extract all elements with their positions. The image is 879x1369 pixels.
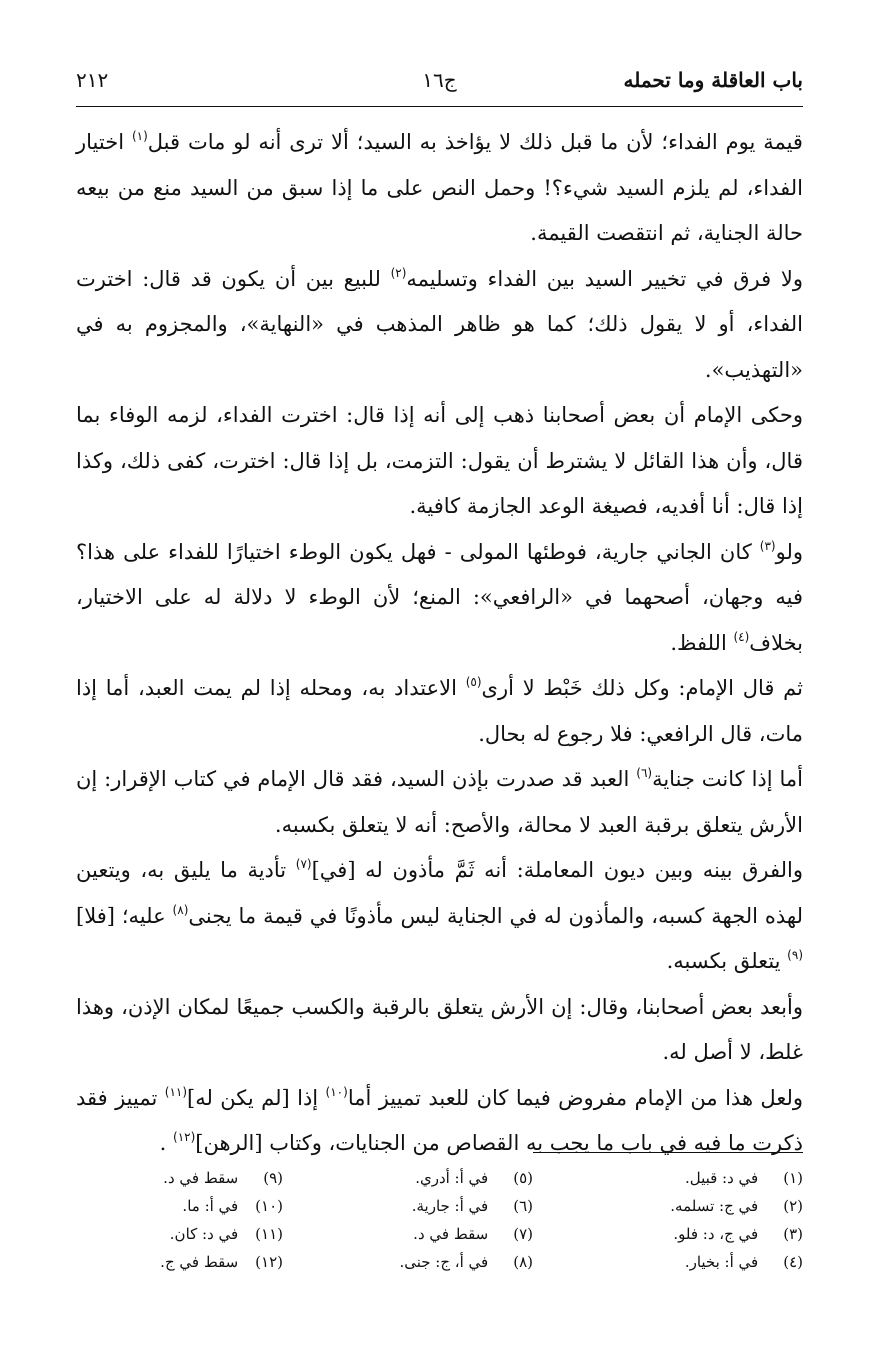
footnote-number: (٢)	[783, 1197, 803, 1215]
text-run: العبد قد صدرت بإذن السيد، فقد قال الإمام في كتاب الإقرار: إن الأرش يتعلق برقبة العبد لا محالة، والأصح: أنه لا يتعلق بكسبه.	[76, 767, 803, 837]
text-run: ثم قال الإمام: وكل ذلك خَبْط لا أرى	[481, 676, 803, 700]
footnote-number: (٤)	[783, 1253, 803, 1271]
page-number: ٢١٢	[76, 68, 109, 92]
text-run: اختيار الفداء، لم يلزم السيد شيء؟! وحمل النص على ما إذا سبق من السيد منع من بيعه حالة الجناية، ثم انتقصت القيمة.	[76, 130, 803, 245]
text-run: تأدية ما يليق به، ويتعين لهذه الجهة كسبه، والمأذون له في الجناية ليس مأذونًا في قيمة ما يجنى	[76, 858, 804, 928]
footnote-ref: (٥)	[465, 675, 482, 689]
chapter-title: باب العاقلة وما تحمله	[623, 68, 803, 92]
footnote-text: في أ: جارية.	[411, 1197, 493, 1215]
footnote-number: (٨)	[513, 1253, 533, 1271]
footnote-text: في أ: أدري.	[415, 1169, 493, 1187]
footnote-column-2	[293, 1164, 533, 1276]
paragraph	[76, 985, 803, 1076]
paragraph	[76, 393, 803, 530]
footnote-ref: (٤)	[733, 629, 750, 644]
footnote-column-3	[43, 1164, 283, 1276]
text-run: وحكى الإمام أن بعض أصحابنا ذهب إلى أنه إذا قال: اخترت الفداء، لزمه الوفاء بما قال، وأن هذا القائل لا يشترط أن يقول: التزمت، بل إذا قال: اخترت، كفى ذلك، وكذا إذا قال: أنا أفديه، فصيغة الوعد الجازمة كافية.	[76, 403, 803, 518]
footnote	[43, 1220, 283, 1248]
footnote-number: (١٠)	[255, 1197, 283, 1215]
text-run: تمييز فقد ذكرت ما فيه في باب ما يجب به القصاص من الجنايات، وكتاب [الرهن]	[76, 1085, 803, 1155]
footnote-text: سقط في د.	[163, 1169, 243, 1187]
text-run: ولو	[775, 539, 803, 564]
text-run: الاعتداد به، ومحله إذا لم يمت العبد، أما إذا مات، قال الرافعي: فلا رجوع له بحال.	[76, 676, 803, 746]
footnote	[563, 1220, 803, 1248]
footnote	[293, 1164, 533, 1192]
text-run: للبيع بين أن يكون قد قال: اخترت الفداء، أو لا يقول ذلك؛ كما هو ظاهر المذهب في «النهاية»، والمجزوم به في «التهذيب».	[76, 266, 803, 382]
footnote-text: في د: قبيل.	[684, 1169, 763, 1187]
footnote	[563, 1164, 803, 1192]
volume-label: ج١٦	[422, 68, 457, 92]
footnote-ref: (١)	[131, 129, 148, 143]
footnote	[293, 1220, 533, 1248]
footnote-column-1	[563, 1164, 803, 1276]
footnote-text: في ج، د: فلو.	[673, 1225, 763, 1243]
footnote-text: في أ: بخيار.	[684, 1253, 763, 1271]
footnote-ref: (٧)	[295, 857, 312, 871]
footnote-number: (٩)	[263, 1169, 283, 1187]
footnote-ref: (٢)	[390, 265, 407, 280]
footnote-ref: (٣)	[759, 538, 776, 553]
text-run: ولعل هذا من الإمام مفروض فيما كان للعبد تمييز أما	[347, 1085, 803, 1110]
footnote-separator	[533, 1152, 803, 1153]
footnote	[563, 1248, 803, 1276]
paragraph	[76, 757, 803, 848]
footnote-number: (٣)	[783, 1225, 803, 1243]
text-run: أما إذا كانت جناية	[652, 767, 803, 791]
footnote	[43, 1192, 283, 1220]
footnote-ref: (٦)	[636, 766, 653, 780]
text-run: والفرق بينه وبين ديون المعاملة: أنه ثَمَّ مأذون له [في]	[311, 858, 803, 882]
paragraph	[76, 530, 803, 667]
text-run: عليه؛ [فلا]	[76, 903, 173, 928]
text-run: إذا [لم يكن له]	[187, 1085, 326, 1110]
running-header	[76, 66, 803, 107]
paragraph	[76, 666, 803, 757]
text-run: اللفظ.	[670, 630, 734, 655]
paragraph	[76, 848, 803, 985]
paragraph	[76, 257, 803, 394]
footnote-ref: (٨)	[172, 902, 189, 917]
footnote-ref: (١٠)	[325, 1084, 348, 1099]
footnote-ref: (١٢)	[173, 1130, 196, 1144]
footnote	[293, 1192, 533, 1220]
footnote-number: (١١)	[255, 1225, 283, 1243]
footnote-number: (٧)	[513, 1225, 533, 1243]
text-run: وأبعد بعض أصحابنا، وقال: إن الأرش يتعلق بالرقبة والكسب جميعًا لمكان الإذن، وهذا غلط، لا أصل له.	[76, 994, 803, 1064]
footnote	[43, 1248, 283, 1276]
footnote-text: في أ: ما.	[182, 1197, 243, 1215]
footnote-text: في أ، ج: جنى.	[399, 1253, 493, 1271]
main-text	[76, 120, 803, 1167]
paragraph	[76, 120, 803, 257]
text-run: يتعلق بكسبه.	[666, 949, 788, 973]
text-run: قيمة يوم الفداء؛ لأن ما قبل ذلك لا يؤاخذ به السيد؛ ألا ترى أنه لو مات قبل	[147, 130, 803, 154]
footnote	[563, 1192, 803, 1220]
text-run: ولا فرق في تخيير السيد بين الفداء وتسليمه	[406, 266, 803, 291]
footnote-text: سقط في د.	[413, 1225, 493, 1243]
footnote-text: في ج: تسلمه.	[670, 1197, 763, 1215]
footnote-text: في د: كان.	[169, 1225, 243, 1243]
footnote-text: سقط في ج.	[160, 1253, 243, 1271]
footnote-number: (٥)	[513, 1169, 533, 1187]
footnote	[43, 1164, 283, 1192]
footnote-number: (١٢)	[255, 1253, 283, 1271]
text-run: كان الجاني جارية، فوطئها المولى - فهل يكون الوطء اختيارًا للفداء على هذا؟ فيه وجهان، أصحهما في «الرافعي»: المنع؛ لأن الوطء لا دلالة له على الاختيار، بخلاف	[76, 539, 803, 655]
text-run: .	[159, 1131, 173, 1155]
footnote-ref: (٩)	[787, 948, 803, 962]
footnote-number: (١)	[783, 1169, 803, 1187]
footnote-number: (٦)	[513, 1197, 533, 1215]
footnote-ref: (١١)	[164, 1084, 188, 1099]
footnote	[293, 1248, 533, 1276]
